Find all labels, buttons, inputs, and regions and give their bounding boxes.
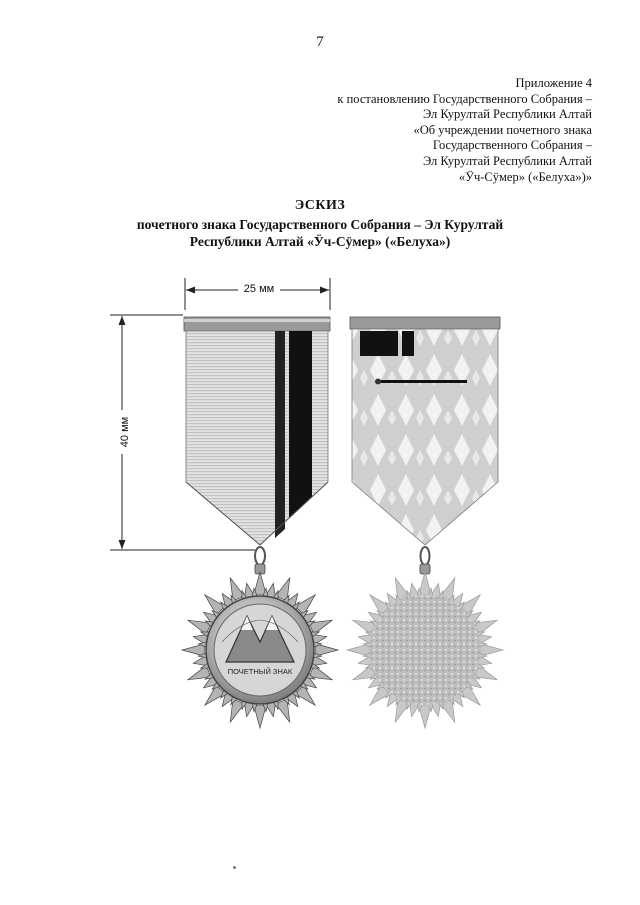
star-ray [419,572,431,594]
appendix-line: Государственного Собрания – [432,138,592,153]
appendix-line: Эл Курултай Республики Алтай [422,153,592,168]
medal-inscription: ПОЧЕТНЫЙ ЗНАК [227,667,293,676]
appendix-reference [262,76,592,185]
height-dimension-label: 40 мм [119,416,131,448]
medal-back [347,572,503,728]
star-ray [481,644,503,656]
appendix-line: «Об учреждении почетного знака [413,122,592,137]
star-ray [182,644,204,656]
star-ray [316,644,338,656]
medal-front [182,572,338,728]
star-ray [254,572,266,594]
scan-speck [233,866,236,869]
medal-drawing [0,270,640,750]
width-dimension [185,278,330,310]
star-ray [254,706,266,728]
star-ray [419,706,431,728]
document-title [0,197,640,250]
title-line-2: Республики Алтай «Ӱч-Сӱмер» («Белуха») [189,234,451,249]
appendix-line: к постановлению Государственного Собрания – [337,91,592,106]
star-ray [347,644,369,656]
suspension-ring-back [420,547,430,574]
appendix-line: «Ӱч-Сӱмер» («Белуха»)» [458,169,592,184]
width-dimension-label: 25 мм [243,283,275,295]
appendix-line: Эл Курултай Республики Алтай [422,107,592,122]
medal-sketch [0,270,640,750]
title-heading: ЭСКИЗ [294,198,346,213]
ribbon-front [184,317,330,545]
ribbon-back [350,317,500,545]
pin-clasp [377,380,467,383]
title-line-1: почетного знака Государственного Собрания – Эл Курултай [136,217,504,232]
page-number: 7 [316,34,324,50]
appendix-line: Приложение 4 [515,76,592,90]
suspension-ring-front [255,547,265,574]
